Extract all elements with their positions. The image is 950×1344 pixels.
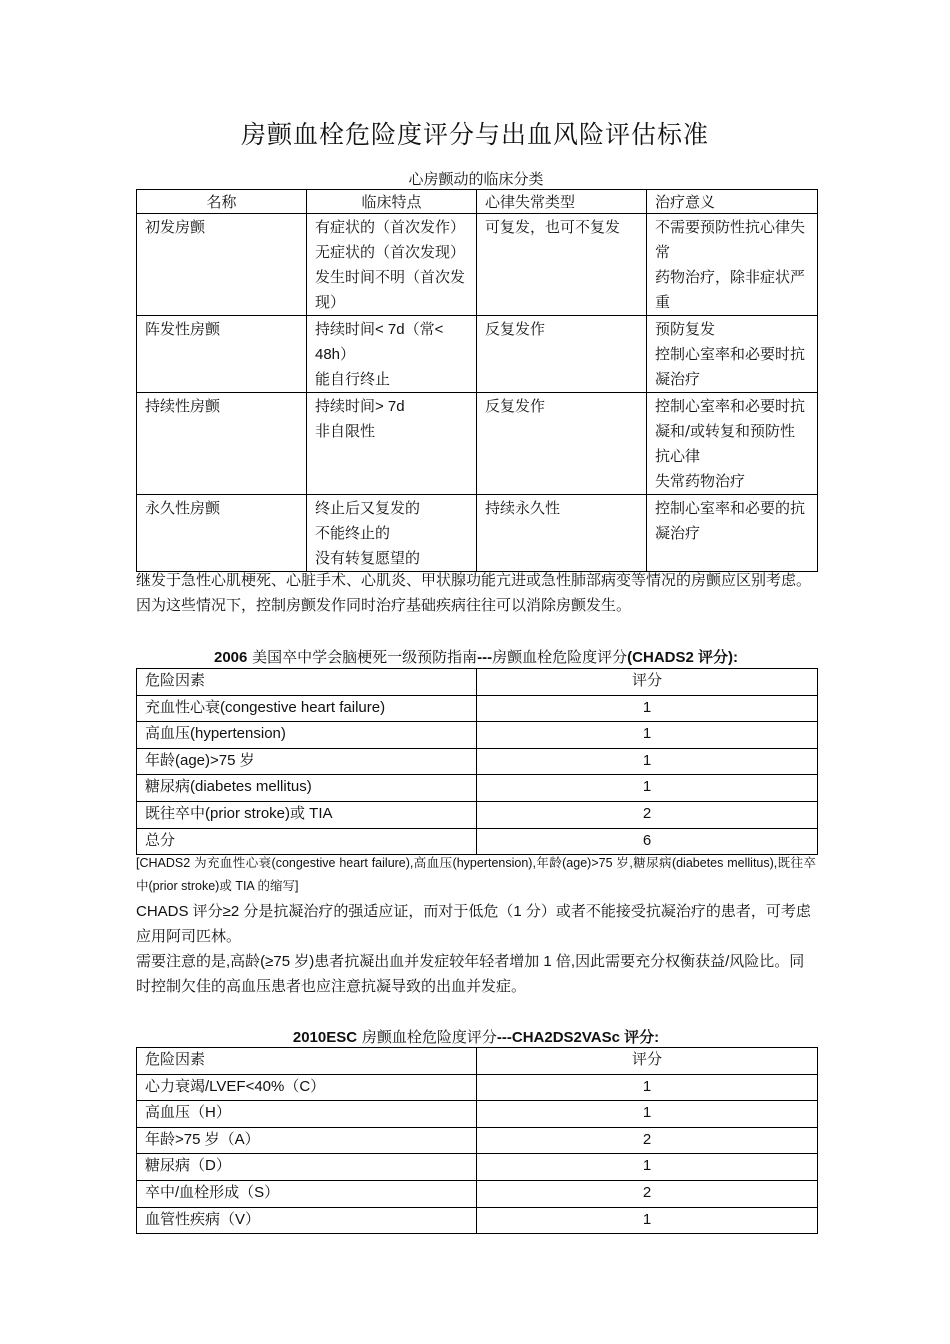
feature-line: 终止后又复发的 bbox=[315, 499, 421, 517]
caption-dash: --- bbox=[477, 649, 493, 666]
risk-factor: 血管性疾病（V） bbox=[137, 1207, 477, 1234]
table-row bbox=[137, 775, 818, 802]
chads2-table bbox=[136, 668, 818, 855]
significance-line: 控制心室率和必要时抗凝治疗 bbox=[655, 345, 806, 388]
header-cell: 危险因素 bbox=[137, 1048, 477, 1075]
table-header-row bbox=[137, 1048, 818, 1075]
cha2ds2-caption bbox=[135, 1026, 817, 1047]
caption-text: 房颤血栓危险度评分 bbox=[357, 1028, 497, 1046]
feature-line: 有症状的（首次发作） bbox=[315, 218, 466, 236]
af-type-name: 阵发性房颤 bbox=[137, 316, 307, 393]
cha2ds2-table bbox=[136, 1047, 818, 1234]
score-value: 1 bbox=[477, 1154, 818, 1181]
score-value: 6 bbox=[477, 828, 818, 855]
classification-caption: 心房颤动的临床分类 bbox=[408, 170, 544, 188]
table-row bbox=[137, 1127, 818, 1154]
features-cell bbox=[307, 316, 477, 393]
score-value: 2 bbox=[477, 801, 818, 828]
type-line: 可复发，也可不复发 bbox=[485, 218, 621, 236]
score-value: 1 bbox=[477, 1074, 818, 1101]
feature-line: 无症状的（首次发现） bbox=[315, 243, 466, 261]
feature-line: 持续时间< 7d（常< 48h） bbox=[315, 321, 444, 363]
risk-factor: 心力衰竭/LVEF<40%（C） bbox=[137, 1074, 477, 1101]
table-row bbox=[137, 495, 818, 572]
score-value: 2 bbox=[477, 1180, 818, 1207]
af-type-name: 初发房颤 bbox=[137, 214, 307, 316]
arrhythmia-type-cell bbox=[477, 495, 647, 572]
feature-line: 不能终止的 bbox=[315, 524, 391, 542]
classification-table bbox=[136, 189, 818, 572]
header-cell: 名称 bbox=[137, 190, 307, 214]
feature-line: 非自限性 bbox=[315, 423, 376, 440]
arrhythmia-type-cell bbox=[477, 214, 647, 316]
chads2-paragraph: 需要注意的是,高龄(≥75 岁)患者抗凝出血并发症较年轻者增加 1 倍,因此需要充分权衡获益/风险比。同时控制欠佳的高血压患者也应注意抗凝导致的出血并发症。 bbox=[136, 953, 805, 995]
risk-factor: 糖尿病（D） bbox=[137, 1154, 477, 1181]
caption-end: 评分): bbox=[693, 649, 739, 666]
table-row bbox=[137, 1101, 818, 1128]
type-line: 持续永久性 bbox=[485, 499, 561, 517]
risk-factor: 年龄>75 岁（A） bbox=[137, 1127, 477, 1154]
score-value: 1 bbox=[477, 695, 818, 722]
type-line: 反复发作 bbox=[485, 397, 546, 415]
table-row bbox=[137, 801, 818, 828]
risk-factor: 既往卒中(prior stroke)或 TIA bbox=[137, 801, 477, 828]
significance-cell bbox=[647, 495, 818, 572]
page-title: 房颤血栓危险度评分与出血风险评估标准 bbox=[240, 120, 709, 149]
score-value: 2 bbox=[477, 1127, 818, 1154]
caption-text: 房颤血栓危险度评分 bbox=[492, 648, 628, 666]
feature-line: 发生时间不明（首次发现） bbox=[315, 268, 466, 311]
table-row bbox=[137, 1180, 818, 1207]
table-header-row bbox=[137, 190, 818, 214]
significance-cell bbox=[647, 214, 818, 316]
table-row bbox=[137, 1154, 818, 1181]
significance-line: 预防复发 bbox=[655, 320, 716, 338]
header-cell: 临床特点 bbox=[307, 190, 477, 214]
significance-line: 失常药物治疗 bbox=[655, 472, 746, 490]
type-line: 反复发作 bbox=[485, 320, 546, 338]
chads2-paragraph: CHADS 评分≥2 分是抗凝治疗的强适应证，而对于低危（1 分）或者不能接受抗凝治疗的患者，可考虑应用阿司匹林。 bbox=[136, 903, 811, 945]
header-cell: 治疗意义 bbox=[647, 190, 818, 214]
risk-factor: 高血压（H） bbox=[137, 1101, 477, 1128]
table-row bbox=[137, 748, 818, 775]
significance-cell bbox=[647, 393, 818, 495]
risk-factor: 充血性心衰(congestive heart failure) bbox=[137, 695, 477, 722]
feature-line: 没有转复愿望的 bbox=[315, 549, 421, 567]
risk-factor: 年龄(age)>75 岁 bbox=[137, 748, 477, 775]
caption-code: (CHADS2 bbox=[627, 649, 694, 666]
arrhythmia-type-cell bbox=[477, 316, 647, 393]
header-cell: 评分 bbox=[477, 1048, 818, 1075]
caption-text: 美国卒中学会脑梗死一级预防指南 bbox=[247, 648, 478, 666]
features-cell bbox=[307, 495, 477, 572]
features-cell bbox=[307, 214, 477, 316]
risk-factor: 总分 bbox=[137, 828, 477, 855]
features-cell bbox=[307, 393, 477, 495]
caption-year: 2006 bbox=[213, 649, 248, 666]
significance-line: 控制心室率和必要时抗凝和/或转复和预防性抗心律 bbox=[655, 397, 806, 465]
table-row bbox=[137, 316, 818, 393]
header-cell: 危险因素 bbox=[137, 669, 477, 696]
significance-line: 不需要预防性抗心律失常 bbox=[655, 218, 806, 261]
table-row bbox=[137, 1207, 818, 1234]
table-row bbox=[137, 393, 818, 495]
feature-line: 持续时间> 7d bbox=[315, 398, 405, 415]
significance-line: 控制心室率和必要的抗凝治疗 bbox=[655, 499, 806, 542]
score-value: 1 bbox=[477, 775, 818, 802]
significance-line: 药物治疗，除非症状严重 bbox=[655, 268, 806, 311]
score-value: 1 bbox=[477, 1207, 818, 1234]
table-header-row bbox=[137, 669, 818, 696]
chads2-note: [CHADS2 为充血性心衰(congestive heart failure),高血压(hypertension),年龄(age)>75 岁,糖尿病(diabetes mellitus),既往卒中(prior stroke)或 TIA 的缩写] bbox=[136, 856, 816, 893]
risk-factor: 卒中/血栓形成（S） bbox=[137, 1180, 477, 1207]
score-value: 1 bbox=[477, 1101, 818, 1128]
caption-end: 评分: bbox=[619, 1029, 660, 1046]
arrhythmia-type-cell bbox=[477, 393, 647, 495]
af-type-name: 持续性房颤 bbox=[137, 393, 307, 495]
score-value: 1 bbox=[477, 748, 818, 775]
risk-factor: 高血压(hypertension) bbox=[137, 722, 477, 749]
table-row bbox=[137, 214, 818, 316]
feature-line: 能自行终止 bbox=[315, 371, 391, 388]
chads2-caption bbox=[135, 646, 817, 667]
header-cell: 评分 bbox=[477, 669, 818, 696]
af-type-name: 永久性房颤 bbox=[137, 495, 307, 572]
caption-code: ---CHA2DS2VASc bbox=[496, 1029, 620, 1046]
table-row bbox=[137, 695, 818, 722]
header-cell: 心律失常类型 bbox=[477, 190, 647, 214]
table-row bbox=[137, 828, 818, 855]
significance-cell bbox=[647, 316, 818, 393]
score-value: 1 bbox=[477, 722, 818, 749]
caption-year: 2010ESC bbox=[292, 1029, 358, 1046]
table-row bbox=[137, 1074, 818, 1101]
classification-footnote: 继发于急性心肌梗死、心脏手术、心肌炎、甲状腺功能亢进或急性肺部病变等情况的房颤应区别考虑。因为这些情况下，控制房颤发作同时治疗基础疾病往往可以消除房颤发生。 bbox=[136, 571, 812, 614]
risk-factor: 糖尿病(diabetes mellitus) bbox=[137, 775, 477, 802]
table-row bbox=[137, 722, 818, 749]
